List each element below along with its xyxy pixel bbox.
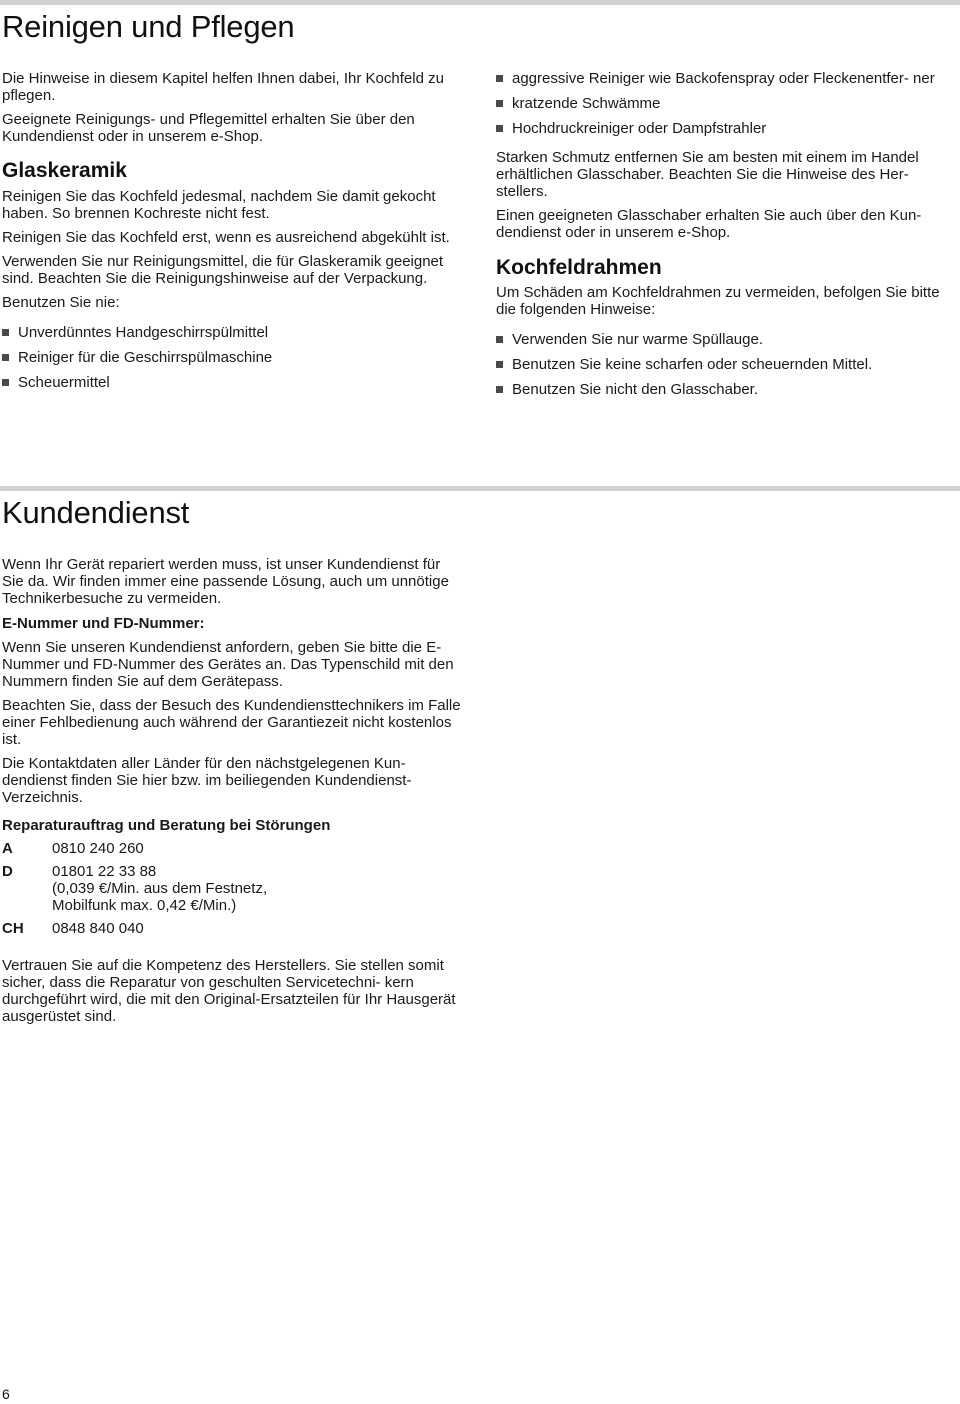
section-title-kundendienst: Kundendienst (2, 495, 190, 530)
list-item: Reiniger für die Geschirrspülmaschine (2, 349, 466, 366)
intro-paragraph-1: Die Hinweise in diesem Kapitel helfen Ihnen dabei, Ihr Kochfeld zu pflegen. (2, 70, 444, 104)
list-item: Benutzen Sie keine scharfen oder scheuernden Mittel. (496, 356, 960, 373)
glaskeramik-paragraph-1: Reinigen Sie das Kochfeld jedesmal, nachdem Sie damit gekocht haben. So brennen Kochreste nicht fest. (2, 188, 436, 222)
table-row (2, 920, 267, 943)
country-code: A (2, 840, 13, 857)
section-rule-kundendienst (0, 486, 960, 491)
glasschaber-paragraph-1: Starken Schmutz entfernen Sie am besten mit einem im Handel erhältlichen Glasschaber. Beachten Sie die Hinweise des Her- stellers. (496, 149, 919, 200)
list-item: Verwenden Sie nur warme Spüllauge. (496, 331, 960, 348)
list-item: Hochdruckreiniger oder Dampfstrahler (496, 120, 960, 137)
kundendienst-paragraph-2: Beachten Sie, dass der Besuch des Kundendiensttechnikers im Falle einer Fehlbedienung auch während der Garantiezeit nicht kostenlos ist. (2, 697, 461, 748)
glaskeramik-paragraph-3: Verwenden Sie nur Reinigungsmittel, die für Glaskeramik geeignet sind. Beachten Sie die Reinigungshinweise auf der Verpackung. (2, 253, 444, 287)
left-column-top (2, 70, 466, 399)
repair-heading: Reparaturauftrag und Beratung bei Störungen (2, 817, 331, 834)
right-column-top (496, 70, 960, 406)
bullet-square-icon (496, 100, 503, 107)
glasschaber-paragraph-2: Einen geeigneten Glasschaber erhalten Sie auch über den Kun- dendienst oder in unserem e-Shop. (496, 207, 922, 241)
kundendienst-column (2, 556, 466, 1032)
bullet-square-icon (2, 329, 9, 336)
never-use-list-continued (496, 70, 960, 137)
page-number: 6 (2, 1386, 10, 1402)
list-item: kratzende Schwämme (496, 95, 960, 112)
bullet-square-icon (2, 354, 9, 361)
never-use-list (2, 324, 466, 391)
intro-paragraph-2: Geeignete Reinigungs- und Pflegemittel erhalten Sie über den Kundendienst oder in unserem e-Shop. (2, 111, 415, 145)
phone-number: 0810 240 260 (52, 840, 144, 857)
enumber-heading: E-Nummer und FD-Nummer: (2, 615, 205, 632)
glaskeramik-paragraph-4: Benutzen Sie nie: (2, 294, 120, 311)
price-note: (0,039 €/Min. aus dem Festnetz, (52, 880, 268, 897)
heading-glaskeramik: Glaskeramik (2, 159, 127, 182)
bullet-square-icon (496, 75, 503, 82)
country-code: CH (2, 920, 24, 937)
kochfeldrahmen-intro: Um Schäden am Kochfeldrahmen zu vermeiden, befolgen Sie bitte die folgenden Hinweise: (496, 284, 940, 318)
section-rule-top (0, 0, 960, 5)
table-row (2, 863, 267, 920)
list-item: Scheuermittel (2, 374, 466, 391)
phone-number: 01801 22 33 88 (0,039 €/Min. aus dem Festnetz, Mobilfunk max. 0,42 €/Min.) (52, 863, 268, 914)
list-item: Unverdünntes Handgeschirrspülmittel (2, 324, 466, 341)
table-row (2, 840, 267, 863)
contact-table (2, 840, 267, 943)
bullet-square-icon (2, 379, 9, 386)
section-title-reinigen: Reinigen und Pflegen (2, 9, 295, 44)
bullet-square-icon (496, 386, 503, 393)
kundendienst-paragraph-3: Die Kontaktdaten aller Länder für den nächstgelegenen Kun- dendienst finden Sie hier bzw. im beiliegenden Kundendienst- Verzeichnis. (2, 755, 412, 806)
kundendienst-intro: Wenn Ihr Gerät repariert werden muss, ist unser Kundendienst für Sie da. Wir finden immer eine passende Lösung, auch um unnötige Technikerbesuche zu vermeiden. (2, 556, 449, 607)
kochfeldrahmen-list (496, 331, 960, 398)
bullet-square-icon (496, 361, 503, 368)
bullet-square-icon (496, 336, 503, 343)
glaskeramik-paragraph-2: Reinigen Sie das Kochfeld erst, wenn es ausreichend abgekühlt ist. (2, 229, 450, 246)
closing-paragraph: Vertrauen Sie auf die Kompetenz des Herstellers. Sie stellen somit sicher, dass die Reparatur von geschulten Servicetechni- kern durchgeführt wird, die mit den Original-Ersatzteilen für Ihr Hausgerät ausgerüstet sind. (2, 957, 456, 1025)
list-item: Benutzen Sie nicht den Glasschaber. (496, 381, 960, 398)
country-code: D (2, 863, 13, 880)
kundendienst-paragraph-1: Wenn Sie unseren Kundendienst anfordern, geben Sie bitte die E-Nummer und FD-Nummer des Gerätes an. Das Typenschild mit den Nummern finden Sie auf dem Gerätepass. (2, 639, 454, 690)
list-item: aggressive Reiniger wie Backofenspray oder Fleckenentfer- ner (496, 70, 960, 87)
heading-kochfeldrahmen: Kochfeldrahmen (496, 256, 662, 279)
phone-number: 0848 840 040 (52, 920, 144, 937)
price-note: Mobilfunk max. 0,42 €/Min.) (52, 897, 237, 914)
bullet-square-icon (496, 125, 503, 132)
